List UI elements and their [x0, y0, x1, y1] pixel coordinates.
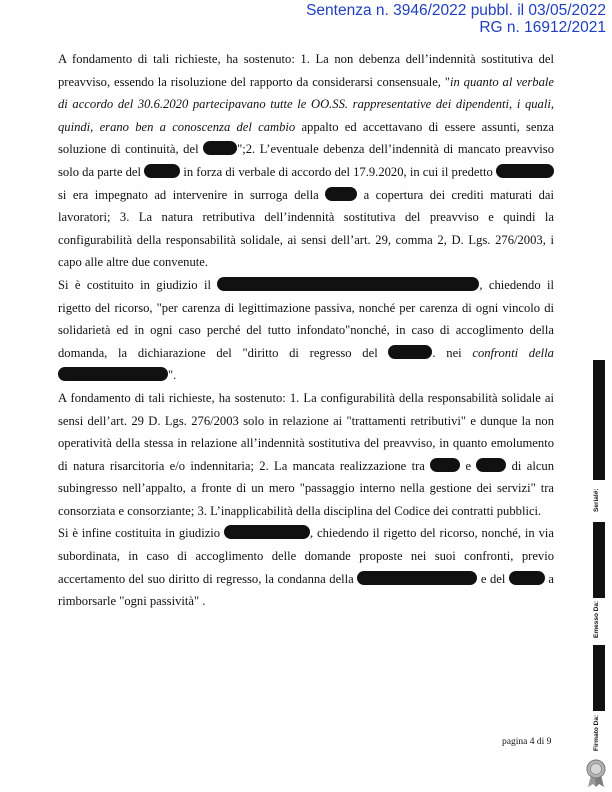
- p1-text-6: a copertura dei crediti maturati dai lavoratori; 3. La natura retributiva dell’indennità sostitutiva del preavviso e quindi la configurabilità della responsabilità solidale, ai sensi dell’art. 29, comma 2, D. Lgs. 276/2003, i capo alle altre due convenute.: [58, 187, 554, 270]
- p4-text-4: a rimborsarle "ogni passività" .: [58, 571, 554, 609]
- paragraph-4: [58, 522, 554, 612]
- document-body: [58, 48, 554, 613]
- p4-text-2: , chiedendo il rigetto del ricorso, nonché, in via subordinata, in caso di accoglimento delle domande proposte nei suoi confronti, previo accertamento del suo diritto di regresso, la condanna della: [58, 526, 554, 586]
- paragraph-2: [58, 274, 554, 387]
- p2-text-1: Si è costituito in giudizio il: [58, 277, 218, 292]
- redaction-block: [144, 164, 180, 178]
- redaction-block: [509, 571, 545, 585]
- redaction-block: [430, 458, 460, 472]
- serial-label: Serial#:: [593, 488, 600, 512]
- p2-italic: confronti della: [472, 345, 554, 360]
- page-number: pagina 4 di 9: [502, 737, 552, 747]
- redaction-block: [224, 525, 310, 539]
- p1-quote: in quanto al verbale di accordo del 30.6.2020 partecipavano tutte le OO.SS. rappresentative dei dipendenti, i quali, quindi, erano ben a conoscenza del cambio: [58, 74, 554, 134]
- redaction-block: [476, 458, 506, 472]
- signature-bar: [593, 522, 605, 598]
- redaction-block: [496, 164, 554, 178]
- seal-icon: [583, 758, 609, 788]
- redaction-block: [58, 367, 168, 381]
- issued-by-label: Emesso Da:: [593, 600, 600, 638]
- redaction-block: [357, 571, 477, 585]
- p1-text-1: A fondamento di tali richieste, ha sostenuto: 1. La non debenza dell’indennità sostitutiva del preavviso, essendo la risoluzione del rapporto da considerarsi consensuale, ": [58, 52, 554, 89]
- p4-text-3: e del: [477, 571, 509, 586]
- signature-bar: [593, 645, 605, 711]
- p2-text-2: , chiedendo il rigetto del ricorso, "per carenza di legittimazione passiva, nonché per carenza di ogni vincolo di solidarietà ed in ogni caso perché del tutto infondato"nonché, in caso di accoglimento della domanda, la dichiarazione del "diritto di regresso del: [58, 277, 554, 360]
- p1-text-5: si era impegnato ad intervenire in surroga della: [58, 187, 326, 202]
- paragraph-1: [58, 48, 554, 274]
- paragraph-3: [58, 387, 554, 523]
- signed-by-label: Firmato Da:: [593, 714, 600, 752]
- p3-text-1: A fondamento di tali richieste, ha sostenuto: 1. La configurabilità della responsabilità solidale ai sensi dell’art. 29 D. Lgs. 276/2003 solo in relazione ai "trattamenti retributivi" e dunque la non operatività della stessa in relazione all’indennità sostitutiva del preavviso, in quanto emolumento di natura risarcitoria e/o indennitaria; 2. La mancata realizzazione tra: [58, 390, 554, 473]
- p1-text-3: ";2. L’eventuale debenza dell’indennità di mancato preavviso solo da parte del: [58, 142, 554, 179]
- redaction-block: [325, 187, 357, 201]
- p1-text-2: appalto ed accettavano di essere assunti, senza soluzione di continuità, del: [58, 119, 554, 157]
- sentence-header: Sentenza n. 3946/2022 pubbl. il 03/05/2022: [306, 2, 606, 19]
- p3-text-2: e: [460, 458, 477, 473]
- redaction-block: [217, 277, 479, 291]
- redaction-block: [203, 141, 237, 155]
- p3-text-3: di alcun subingresso nell’appalto, a fronte di un mero "passaggio interno nella gestione dei servizi" tra consorziata e consorziante; 3. L’inapplicabilità della disciplina del Codice dei contratti pubblici.: [58, 458, 554, 518]
- p4-text-1: Si è infine costituita in giudizio: [58, 526, 224, 541]
- p2-text-3: . nei: [432, 345, 473, 360]
- signature-bar: [593, 360, 605, 480]
- case-number-header: RG n. 16912/2021: [479, 19, 606, 36]
- redaction-block: [388, 345, 432, 359]
- p2-text-4: ".: [168, 368, 177, 383]
- p1-text-4: in forza di verbale di accordo del 17.9.2020, in cui il predetto: [180, 164, 496, 179]
